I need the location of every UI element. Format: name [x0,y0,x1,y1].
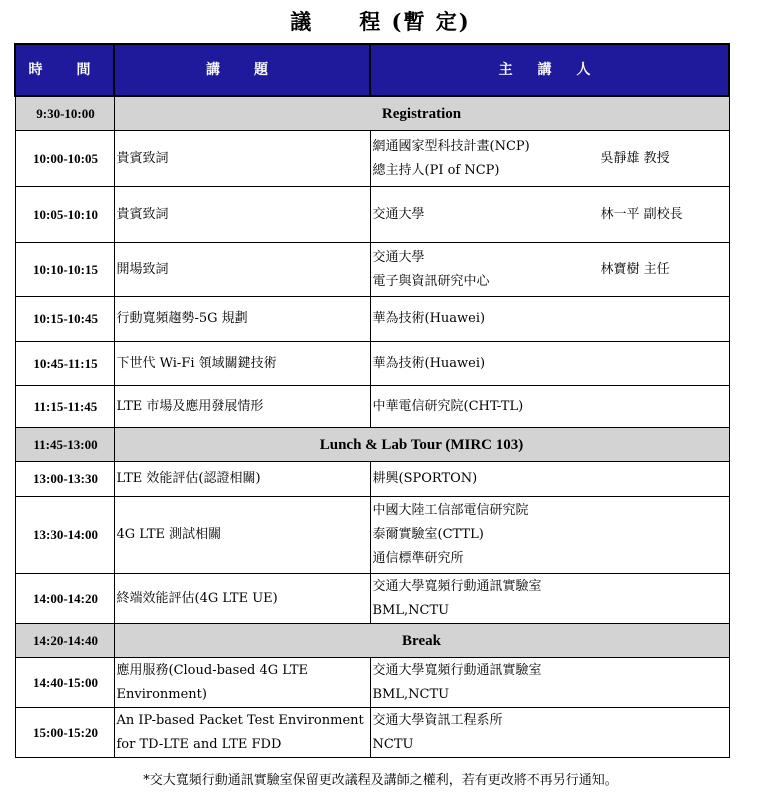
speaker-org [373,135,530,183]
speaker-cell [370,243,729,297]
speaker-org-line: 華為技術(Huawei) [372,311,486,326]
speaker-org-line: 網通國家型科技計畫(NCP) [372,138,530,154]
speaker-org [373,395,524,419]
topic-cell [114,497,370,574]
speaker-cell [370,462,729,497]
time-cell: 10:15-10:45 [15,297,114,342]
speaker-org [373,467,478,491]
page-title: 議 程 (暫 定) [290,9,471,34]
topic-line: 貴賓致詞 [116,150,169,166]
topic-cell [114,574,370,624]
speaker-org-line: 泰爾實驗室(CTTL) [372,527,484,542]
topic-line: LTE 效能評估(認證相關) [116,471,261,486]
topic-line: 應用服務(Cloud-based 4G LTE [116,662,309,678]
section-row [15,624,729,658]
header-topic: 講 題 [114,44,370,96]
agenda-table [14,43,730,758]
table-row [15,243,729,297]
topic-cell [114,462,370,497]
topic-cell [114,131,370,187]
table-row [15,658,729,708]
header-time: 時 間 [15,44,114,96]
speaker-org-line: 交通大學 [372,249,425,265]
footnote: *交大寬頻行動通訊實驗室保留更改議程及講師之權利，若有更改將不再另行通知。 [143,773,618,788]
table-row [15,386,729,428]
agenda-body [15,96,729,758]
topic-line: 開場致詞 [116,261,169,277]
speaker-org [373,709,503,757]
table-row [15,342,729,386]
table-row [15,297,729,342]
time-cell: 13:30-14:00 [15,497,114,574]
table-row [15,187,729,243]
section-label: Lunch & Lab Tour (MIRC 103) [114,428,729,462]
topic-cell [114,297,370,342]
table-row [15,131,729,187]
speaker-org-line: 總主持人(PI of NCP) [372,162,500,178]
speaker-org-line: 交通大學資訊工程系所 [372,712,503,728]
topic-line: Environment) [116,686,207,702]
speaker-org-line: 交通大學 [372,206,425,222]
speaker-cell [370,658,729,708]
time-cell: 11:45-13:00 [15,428,114,462]
time-cell: 10:05-10:10 [15,187,114,243]
speaker-cell [370,187,729,243]
topic-line: for TD-LTE and LTE FDD [116,736,282,752]
speaker-org [373,307,486,331]
speaker-org [373,352,486,376]
time-cell: 14:00-14:20 [15,574,114,624]
speaker-org [373,203,425,227]
speaker-org-line: BML,NCTU [372,686,450,702]
speaker-org [373,246,490,294]
speaker-name: 吳靜雄 教授 [600,150,670,166]
time-cell: 9:30-10:00 [15,96,114,131]
speaker-org-line: NCTU [372,736,414,752]
table-header-row [15,44,729,96]
topic-cell [114,708,370,758]
time-cell: 10:45-11:15 [15,342,114,386]
speaker-cell [370,708,729,758]
time-cell: 14:40-15:00 [15,658,114,708]
table-row [15,708,729,758]
topic-cell [114,243,370,297]
speaker-org-line: 交通大學寬頻行動通訊實驗室 [372,578,542,594]
speaker-org-line: 中國大陸工信部電信研究院 [372,503,529,518]
speaker-org-line: 中華電信研究院(CHT-TL) [372,398,524,414]
time-cell: 11:15-11:45 [15,386,114,428]
speaker-cell [370,386,729,428]
topic-line: 行動寬頻趨勢-5G 規劃 [116,311,248,326]
speaker-cell [370,342,729,386]
time-cell: 13:00-13:30 [15,462,114,497]
speaker-name: 林一平 副校長 [600,206,683,222]
topic-cell [114,658,370,708]
speaker-cell [370,497,729,574]
speaker-org-line: 耕興(SPORTON) [372,471,478,486]
topic-cell [114,342,370,386]
topic-cell [114,187,370,243]
time-cell: 10:00-10:05 [15,131,114,187]
section-row [15,428,729,462]
section-label: Registration [114,96,729,131]
header-speaker: 主 講 人 [370,44,729,96]
speaker-org-line: 華為技術(Huawei) [372,355,486,371]
topic-line: 終端效能評估(4G LTE UE) [116,590,278,606]
speaker-org-line: BML,NCTU [372,602,450,618]
speaker-cell [370,297,729,342]
table-row [15,497,729,574]
speaker-org-line: 電子與資訊研究中心 [372,273,490,289]
table-row [15,574,729,624]
section-label: Break [114,624,729,658]
time-cell: 10:10-10:15 [15,243,114,297]
speaker-name: 林寶樹 主任 [600,261,670,277]
speaker-cell [370,131,729,187]
speaker-org [373,499,529,571]
speaker-cell [370,574,729,624]
speaker-org-line: 交通大學寬頻行動通訊實驗室 [372,662,542,678]
speaker-org-line: 通信標準研究所 [372,551,464,566]
section-row [15,96,729,131]
topic-line: 貴賓致詞 [116,206,169,222]
table-row [15,462,729,497]
speaker-org [373,659,542,707]
speaker-org [373,575,542,623]
topic-line: An IP-based Packet Test Environment [116,712,364,728]
time-cell: 14:20-14:40 [15,624,114,658]
topic-line: 4G LTE 測試相關 [116,527,222,542]
topic-line: 下世代 Wi-Fi 領域關鍵技術 [116,355,277,371]
topic-line: LTE 市場及應用發展情形 [116,398,264,414]
time-cell: 15:00-15:20 [15,708,114,758]
topic-cell [114,386,370,428]
